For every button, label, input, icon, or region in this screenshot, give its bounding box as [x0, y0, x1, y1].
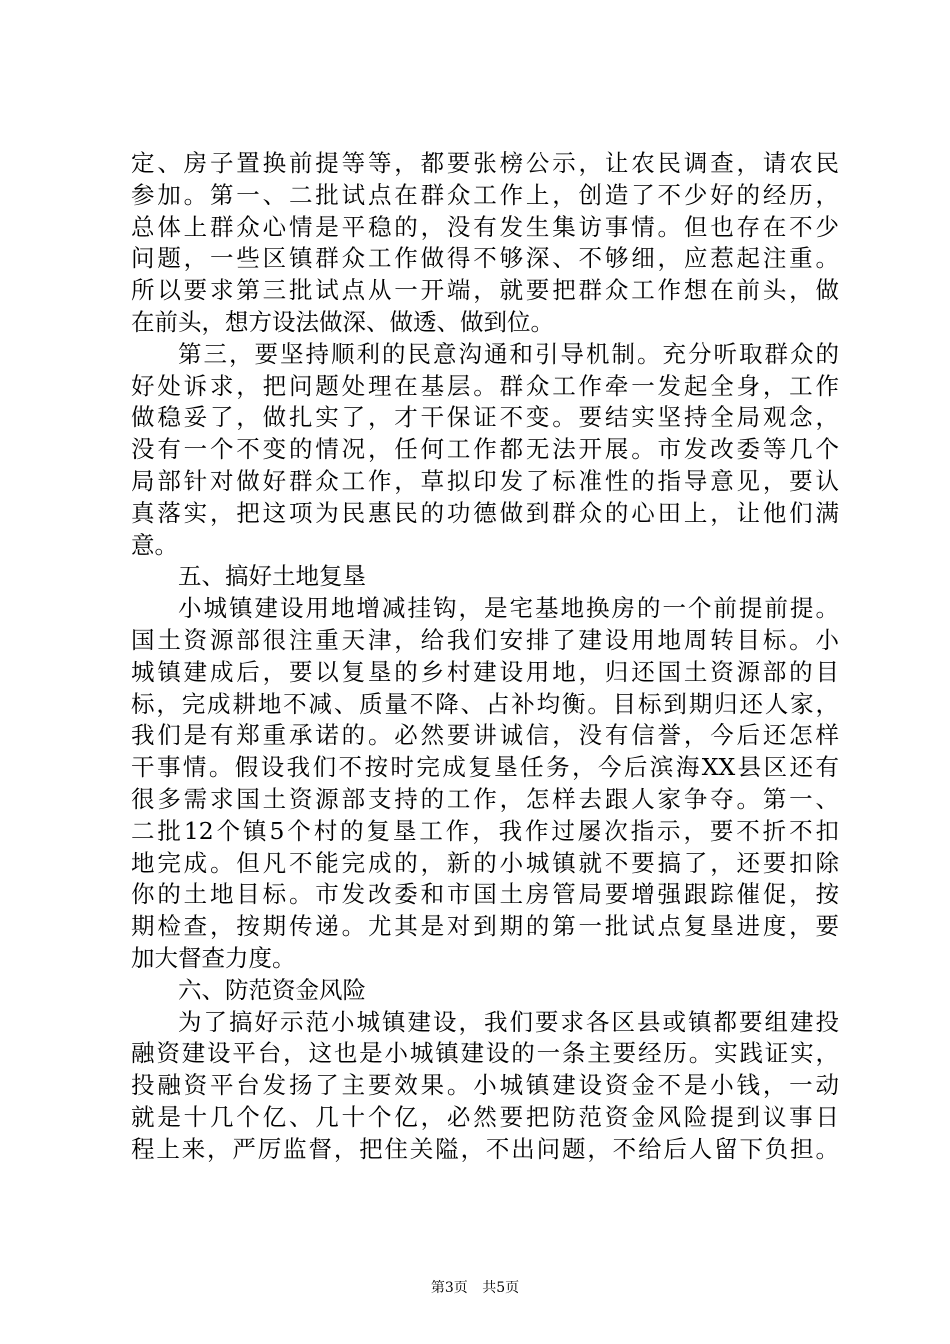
section-heading: 五、搞好土地复垦: [178, 562, 366, 591]
text-line: 标，完成耕地不减、质量不降、占补均衡。目标到期归还人家，: [131, 689, 839, 718]
text-line: 真落实，把这项为民惠民的功德做到群众的心田上，让他们满: [131, 498, 839, 527]
page-number: 第3页: [430, 1280, 468, 1296]
text-line: 总体上群众心情是平稳的，没有发生集访事情。但也存在不少: [131, 212, 839, 241]
text-line: 参加。第一、二批试点在群众工作上，创造了不少好的经历，: [131, 180, 839, 209]
text-line: 就是十几个亿、几十个亿，必然要把防范资金风险提到议事日: [131, 1102, 839, 1131]
text-line: 城镇建成后，要以复垦的乡村建设用地，归还国土资源部的目: [131, 657, 839, 686]
text-line: 国土资源部很注重天津，给我们安排了建设用地周转目标。小: [131, 625, 839, 654]
section-heading: 六、防范资金风险: [178, 975, 366, 1004]
text-line: 期检查，按期传递。尤其是对到期的第一批试点复垦进度，要: [131, 912, 839, 941]
text-line: 你的土地目标。市发改委和市国土房管局要增强跟踪催促，按: [131, 880, 839, 909]
page-footer: [0, 1278, 950, 1298]
paragraph-start-line: 为了搞好示范小城镇建设，我们要求各区县或镇都要组建投: [178, 1007, 839, 1036]
text-line: 没有一个不变的情况，任何工作都无法开展。市发改委等几个: [131, 435, 839, 464]
page-total: 共5页: [482, 1280, 520, 1296]
document-body: [131, 148, 839, 1166]
text-line: 做稳妥了，做扎实了，才干保证不变。要结实坚持全局观念，: [131, 403, 839, 432]
text-line: 程上来，严厉监督，把住关隘，不出问题，不给后人留下负担。: [131, 1134, 839, 1163]
text-line: 很多需求国土资源部支持的工作，怎样去跟人家争夺。第一、: [131, 784, 839, 813]
text-line: 地完成。但凡不能完成的，新的小城镇就不要搞了，还要扣除: [131, 848, 839, 877]
text-line: 问题，一些区镇群众工作做得不够深、不够细，应惹起注重。: [131, 244, 839, 273]
text-line: 我们是有郑重承诺的。必然要讲诚信，没有信誉，今后还怎样: [131, 721, 839, 750]
paragraph-start-line: 第三，要坚持顺利的民意沟通和引导机制。充分听取群众的: [178, 339, 839, 368]
text-line: 二批12个镇5个村的复垦工作，我作过屡次指示，要不折不扣: [131, 816, 839, 845]
text-line: 在前头，想方设法做深、做透、做到位。: [131, 307, 554, 336]
text-line: 意。: [131, 530, 178, 559]
text-line: 局部针对做好群众工作，草拟印发了标准性的指导意见，要认: [131, 466, 839, 495]
text-line: 投融资平台发扬了主要效果。小城镇建设资金不是小钱，一动: [131, 1071, 839, 1100]
text-line: 定、房子置换前提等等，都要张榜公示，让农民调查，请农民: [131, 149, 839, 177]
text-line: 好处诉求，把问题处理在基层。群众工作牵一发起全身，工作: [131, 371, 839, 400]
text-line: 干事情。假设我们不按时完成复垦任务，今后滨海XX县区还有: [131, 753, 839, 782]
text-line: 加大督查力度。: [131, 943, 296, 972]
text-line: 所以要求第三批试点从一开端，就要把群众工作想在前头，做: [131, 276, 839, 305]
text-line: 融资建设平台，这也是小城镇建设的一条主要经历。实践证实，: [131, 1039, 839, 1068]
paragraph-start-line: 小城镇建设用地增减挂钩，是宅基地换房的一个前提前提。: [178, 594, 839, 623]
